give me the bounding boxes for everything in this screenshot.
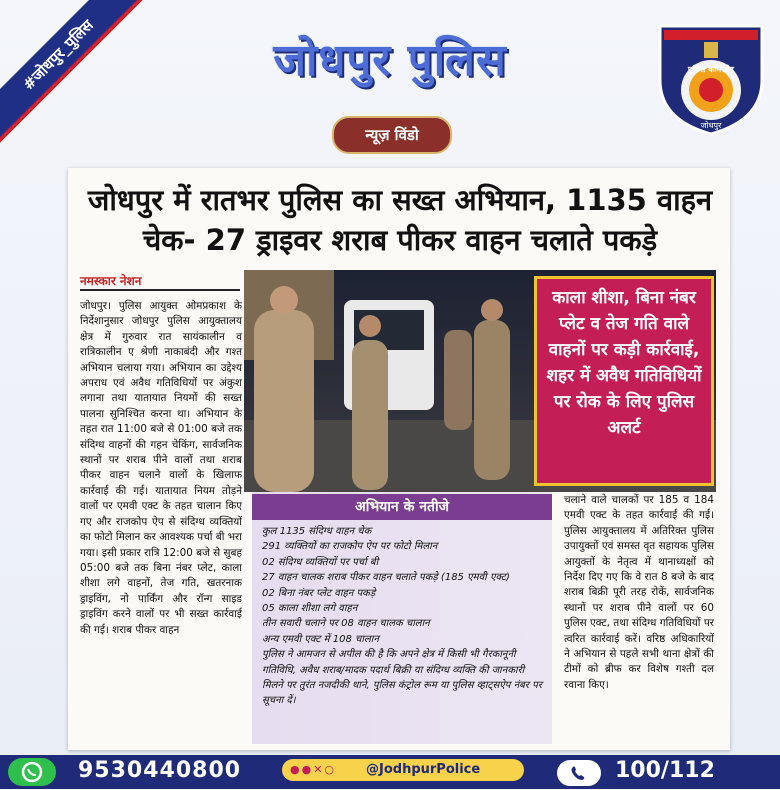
article-left-column: जोधपुर। पुलिस आयुक्त ओमप्रकाश के निर्देशानुसार जोधपुर पुलिस आयुक्तालय क्षेत्र में गुरुवार रात सायंकालीन व रात्रिकालीन ए श्रेणी नाकाबंदी और गश्त अभियान चलाया गया। अभियान का उद्देश्य अपराध एवं अवैध गतिविधियों पर अंकुश लगाना तथा यातायात नियमों की सख्त पालना सुनिश्चित करना था। अभियान के तहत रात 11:00 बजे से 01:00 बजे तक संदिग्ध वाहनों की गहन चेकिंग, सार्वजनिक स्थानों पर शराब पीने वालों तथा शराब पीकर वाहन चलाने वालों के खिलाफ कार्रवाई की गई। यातायात नियम तोड़ने वालों पर एमवी एक्ट के तहत चालान किए गए और राजकोप ऐप से संदिग्ध व्यक्तियों का फोटो मिलान कर आवश्यक पर्चा बी भरा गया। इसी प्रकार रात्रि 12:00 बजे से सुबह 05:00 बजे तक बिना नंबर प्लेट, काला शीशा लगे वाहनों, तेज गति, खतरनाक ड्राइविंग, नो पार्किंग और रॉन्ग साइड ड्राइविंग करने वालों पर भी सख्त कार्रवाई की गई। शराब पीकर वाहन — [80, 300, 242, 636]
news-window-badge: न्यूज़ विंडो — [332, 116, 452, 154]
corner-ribbon — [0, 0, 150, 150]
byline: नमस्कार नेशन — [80, 274, 142, 288]
results-item: कुल 1135 संदिग्ध वाहन चेक — [262, 526, 372, 537]
results-item: 02 संदिग्ध व्यक्तियों पर पर्चा बी — [262, 556, 379, 568]
whatsapp-phone-number[interactable]: 9530440800 — [78, 758, 242, 783]
headline: जोधपुर में रातभर पुलिस का सख्त अभियान, 1135 वाहन चेक- 27 ड्राइवर शराब पीकर वाहन चलाते पकड़े — [87, 183, 713, 257]
logo-bottom-text: जोधपुर — [700, 121, 722, 130]
brand-title: जोधपुर पुलिस — [273, 35, 507, 86]
social-handle: @JodhpurPolice — [366, 762, 481, 777]
results-item: 291 व्यक्तियों का राजकोप ऐप पर फोटो मिलान — [262, 541, 438, 553]
phone-call-icon — [557, 760, 601, 786]
results-item: 02 बिना नंबर प्लेट वाहन पकड़े — [262, 587, 376, 599]
social-media-icons: ●●✕○ — [290, 763, 337, 776]
results-item: अन्य एमवी एक्ट में 108 चालान — [262, 633, 379, 645]
article-right-column: चलाने वाले चालकों पर 185 व 184 एमवी एक्ट के तहत कार्रवाई की गई। पुलिस आयुक्तालय में अतिरिक्त पुलिस उपायुक्तों एवं समस्त वृत सहायक पुलिस आयुक्तों के नेतृत्व में थानाध्यक्षों को निर्देश दिए गए कि वे रात 8 बजे के बाद शराब बिक्री पूरी तरह रोकें, सार्वजनिक स्थानों पर शराब पीने वालों पर 60 पुलिस एक्ट, तथा संदिग्ध गतिविधियों पर त्वरित कार्रवाई करें। वरिष्ठ अधिकारियों ने अभियान से पहले सभी थाना क्षेत्रों की टीमों को ब्रीफ कर विशेष गश्ती दल रवाना किए। — [564, 494, 714, 691]
results-item: 05 काला शीशा लगे वाहन — [262, 603, 358, 615]
results-heading: अभियान के नतीजे — [252, 494, 552, 520]
social-handle-pill[interactable] — [282, 759, 524, 781]
results-appeal: पुलिस ने आमजन से अपील की है कि अपने क्षेत्र में किसी भी गैरकानूनी गतिविधि, अवैध शराब/मादक पदार्थ बिक्री या संदिग्ध व्यक्ति की जानकारी मिलने पर तुरंत नजदीकी थाने, पुलिस कंट्रोल रूम या पुलिस व्हाट्सऐप नंबर पर सूचना दें। — [262, 649, 542, 707]
byline-rule — [80, 289, 240, 291]
results-list — [262, 524, 546, 709]
whatsapp-icon[interactable] — [8, 758, 56, 786]
results-item: 27 वाहन चालक शराब पीकर वाहन चलाते पकड़े (185 एमवी एक्ट) — [262, 572, 510, 584]
police-commissionerate-logo-icon — [654, 20, 768, 138]
photo-caption-box: काला शीशा, बिना नंबर प्लेट व तेज गति वाले वाहनों पर कड़ी कार्रवाई, शहर में अवैध गतिविधियों पर रोक के लिए पुलिस अलर्ट — [534, 276, 714, 486]
emergency-number[interactable]: 100/112 — [615, 758, 715, 783]
logo-top-text: पुलिस कमिश्नरेट — [687, 65, 735, 74]
hashtag-ribbon: #जोधपुर_पुलिस — [0, 0, 148, 145]
results-item: तीन सवारी चलाने पर 08 वाहन चालक चालान — [262, 618, 430, 630]
